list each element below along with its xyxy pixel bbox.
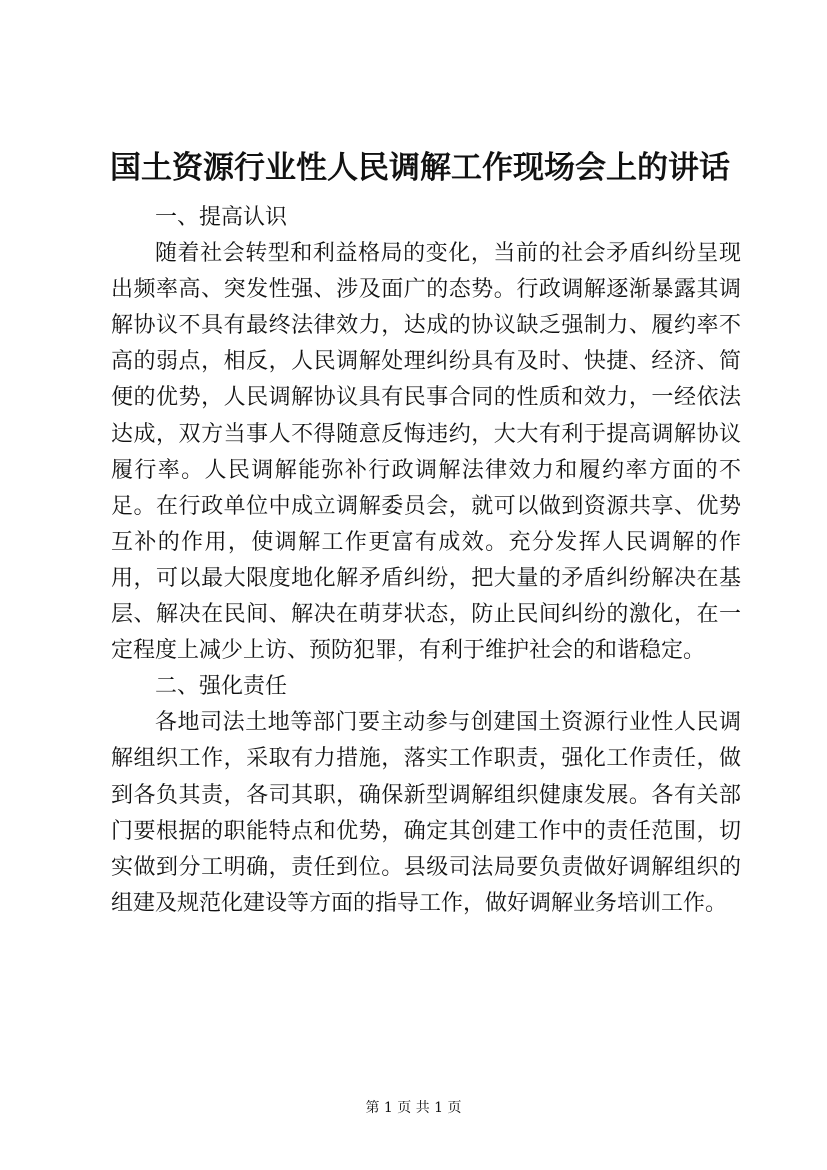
section-paragraph-2: 各地司法土地等部门要主动参与创建国土资源行业性人民调解组织工作，采取有力措施，落实工作职责，强化工作责任，做到各负其责，各司其职，确保新型调解组织健康发展。各有关部门要根据的职能特点和优势，确定其创建工作中的责任范围，切实做到分工明确，责任到位。县级司法局要负责做好调解组织的组建及规范化建设等方面的指导工作，做好调解业务培训工作。 bbox=[111, 710, 741, 916]
document-body bbox=[111, 200, 741, 922]
section-heading-1: 一、提高认识 bbox=[155, 205, 288, 230]
section-paragraph-1: 随着社会转型和利益格局的变化，当前的社会矛盾纠纷呈现出频率高、突发性强、涉及面广的态势。行政调解逐渐暴露其调解协议不具有最终法律效力，达成的协议缺乏强制力、履约率不高的弱点，相反，人民调解处理纠纷具有及时、快捷、经济、简便的优势，人民调解协议具有民事合同的性质和效力，一经依法达成，双方当事人不得随意反悔违约，大大有利于提高调解协议履行率。人民调解能弥补行政调解法律效力和履约率方面的不足。在行政单位中成立调解委员会，就可以做到资源共享、优势互补的作用，使调解工作更富有成效。充分发挥人民调解的作用，可以最大限度地化解矛盾纠纷，把大量的矛盾纠纷解决在基层、解决在民间、解决在萌芽状态，防止民间纠纷的激化，在一定程度上减少上访、预防犯罪，有利于维护社会的和谐稳定。 bbox=[111, 241, 741, 664]
document-title: 国土资源行业性人民调解工作现场会上的讲话 bbox=[110, 150, 730, 186]
section-heading-2: 二、强化责任 bbox=[155, 674, 288, 700]
page-footer: 第 1 页 共 1 页 bbox=[365, 1100, 462, 1116]
